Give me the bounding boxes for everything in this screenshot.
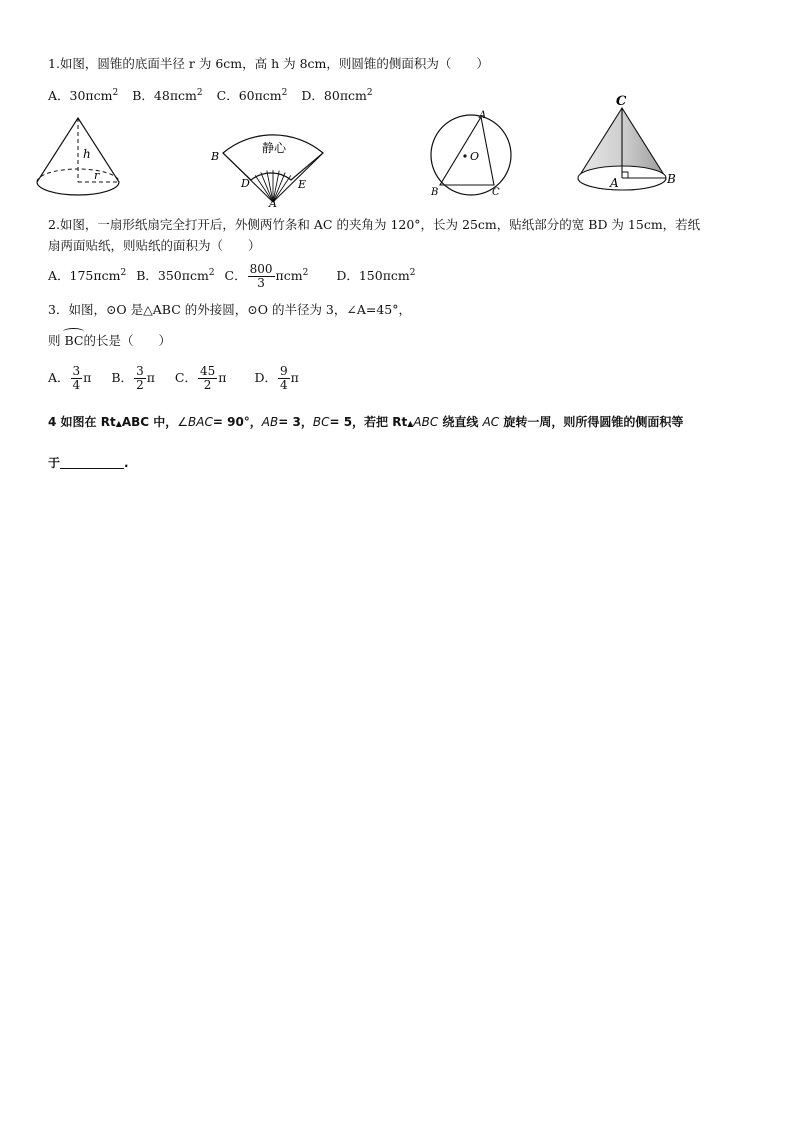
q2-option-b[interactable]: B．350πcm$^2$ (136, 268, 215, 283)
question-3-options (48, 363, 309, 393)
fan-label-a: A (269, 197, 277, 210)
question-3-line-1: 3．如图，⊙O 是△ABC 的外接圆，⊙O 的半径为 3，∠A=45°， (48, 302, 411, 317)
question-1-options (48, 88, 383, 104)
figure-fan (208, 116, 338, 208)
cone2-label-a: A (610, 176, 619, 190)
q2-option-c[interactable]: C． $\frac{800}{3}$ πcm$^2$ (224, 262, 309, 290)
circle-label-a: A (479, 110, 487, 121)
answer-blank[interactable] (60, 456, 124, 469)
fan-label-d: D (241, 177, 250, 190)
circle-label-c: C (492, 187, 500, 198)
q3-option-c[interactable]: C． $\frac{45}{2}$ π (174, 364, 227, 392)
question-2-options (48, 262, 426, 290)
cone1-label-h: h (83, 147, 91, 161)
fan-label-b: B (211, 150, 220, 163)
q1-option-d[interactable]: D．80πcm$^2$ (301, 88, 373, 103)
circle-label-o: O (470, 150, 480, 163)
question-4-line-1: 4 如图在 Rt▲ABC 中，∠BAC= 90°，AB= 3，BC= 5，若把 Rt▲ABC 绕直线 AC 旋转一周，则所得圆锥的侧面积等 (48, 415, 684, 429)
question-2-line-2: 扇两面贴纸，则贴纸的面积为（ ） (48, 238, 261, 253)
question-3-line-2: 则 BC的长是（ ） (48, 333, 171, 348)
q1-option-c[interactable]: C．60πcm$^2$ (216, 88, 288, 103)
cone2-label-c: C (616, 94, 627, 109)
figure-cone-2 (572, 94, 682, 198)
circle-label-b: B (431, 187, 439, 198)
q2-option-a[interactable]: A．175πcm$^2$ (48, 268, 127, 283)
figure-circle-triangle (424, 108, 534, 200)
q2-option-d[interactable]: D．150πcm$^2$ (336, 268, 416, 283)
question-1-text: 1.如图，圆锥的底面半径 r 为 6cm，高 h 为 8cm，则圆锥的侧面积为（ ） (48, 56, 489, 71)
q3-option-a[interactable]: A． $\frac{3}{4}$ π (48, 364, 92, 392)
cone2-label-b: B (667, 172, 676, 186)
fan-label-e: E (298, 178, 307, 191)
q1-option-a[interactable]: A．30πcm$^2$ (48, 88, 119, 103)
arc-bc: BC (64, 333, 84, 348)
fan-center-text: 静心 (262, 141, 287, 155)
q1-option-b[interactable]: B．48πcm$^2$ (132, 88, 203, 103)
q3-option-b[interactable]: B． $\frac{3}{2}$ π (111, 364, 155, 392)
question-4-line-2: 于 . (48, 456, 129, 470)
q3-option-d[interactable]: D． $\frac{9}{4}$ π (254, 364, 299, 392)
question-2-line-1: 2.如图，一扇形纸扇完全打开后，外侧两竹条和 AC 的夹角为 120°，长为 25cm，贴纸部分的宽 BD 为 15cm，若纸 (48, 217, 701, 232)
cone1-label-r: r (94, 169, 100, 182)
figure-cone-1 (34, 112, 134, 202)
